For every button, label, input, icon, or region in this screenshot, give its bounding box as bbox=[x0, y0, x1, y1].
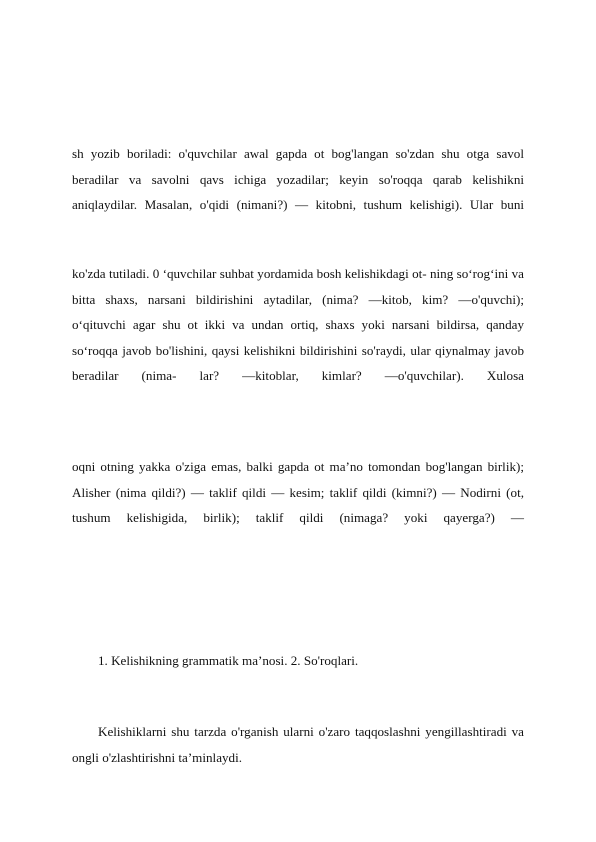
paragraph-5: Kelishiklarni shu tarzda o'rganish ularni o'zaro taqqoslashni yengillashtiradi va ongli o'zlashtirishni ta’minlaydi. bbox=[72, 724, 524, 765]
paragraph-2: ko'zda tutiladi. 0 ‘quvchilar suhbat yordamida bosh kelishikdagi ot- ning so‘rog‘ini va bitta shaxs, narsani bildirishini aytadilar, (nima? —kitob, kim? —o'quvchi); o‘qituvchi agar shu ot ikki va undan ortiq, shaxs yoki narsani bildirsa, qanday so‘roqqa javob bo'lishini, qaysi kelishikni bildirishini so'raydi, ular qiynalmay javob beradilar (nima- lar? —kitoblar, kimlar? —o'quvchilar). Xulosa bbox=[72, 266, 524, 384]
list-heading: 1. Kelishikning grammatik ma’nosi. 2. So'roqlari. bbox=[98, 653, 359, 668]
paragraph-1: sh yozib boriladi: o'quvchilar awal gapda ot bog'langan so'zdan shu otga savol beradilar va savolni qavs ichiga yozadilar; keyin so'roqqa qarab kelishikni aniqlaydilar. Masalan, o'qidi (nimani?) — kitobni, tushum kelishigi). Ular buni bbox=[72, 146, 524, 213]
paragraph-3: oqni otning yakka o'ziga emas, balki gapda ot ma’no tomondan bog'langan birlik); Alisher (nima qildi?) — taklif qildi — kesim; taklif qildi (kimni?) — Nodirni (ot, tushum kelishigida, birlik); taklif qildi (nimaga? yoki qayerga?) — bbox=[72, 459, 524, 526]
